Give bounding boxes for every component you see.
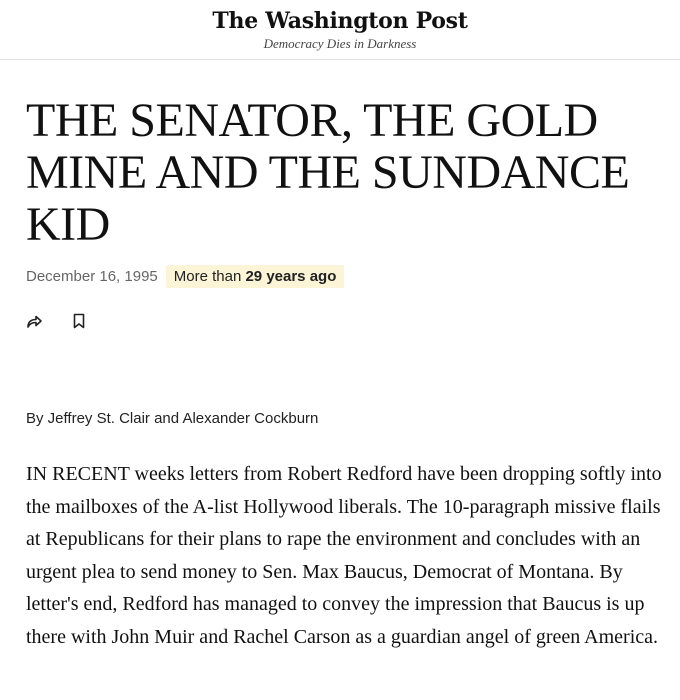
share-button[interactable] <box>24 311 44 331</box>
share-icon <box>25 312 43 330</box>
site-logo[interactable]: The Washington Post <box>212 8 468 34</box>
bookmark-icon <box>70 312 88 330</box>
article-meta <box>26 264 344 288</box>
site-tagline: Democracy Dies in Darkness <box>263 36 417 51</box>
publish-date: December 16, 1995 <box>26 267 158 285</box>
bookmark-button[interactable] <box>69 311 89 331</box>
article-byline: By Jeffrey St. Clair and Alexander Cockburn <box>26 410 319 427</box>
age-prefix: More than <box>173 267 242 285</box>
article-headline: THE SENATOR, THE GOLD MINE AND THE SUNDANCE KID <box>26 94 630 251</box>
article-actions <box>24 311 114 331</box>
masthead <box>0 0 680 60</box>
article-body-paragraph: IN RECENT weeks letters from Robert Redford have been dropping softly into the mailboxes of the A-list Hollywood liberals. The 10-paragraph missive flails at Republicans for their plans to rape the environment and concludes with an urgent plea to send money to Sen. Max Baucus, Democrat of Montana. By letter's end, Redford has managed to convey the impression that Baucus is up there with John Muir and Rachel Carson as a guardian angel of green America. <box>26 463 662 648</box>
age-value: 29 years ago <box>245 267 337 285</box>
article-age-badge <box>166 265 345 288</box>
